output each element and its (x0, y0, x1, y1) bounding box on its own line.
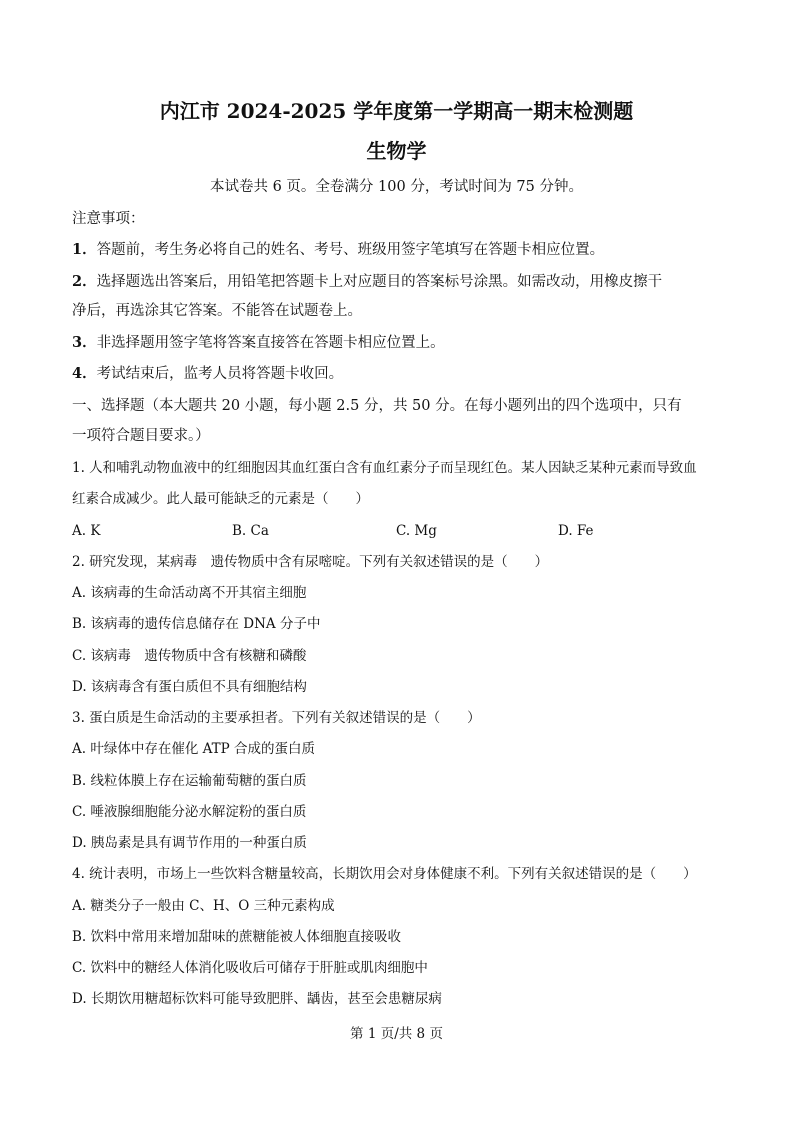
note-text: 考试结束后，监考人员将答题卡收回。 (96, 366, 344, 382)
question-4-option-c: C. 饮料中的糖经人体消化吸收后可储存于肝脏或肌肉细胞中 (72, 960, 428, 976)
question-2-option-d: D. 该病毒含有蛋白质但不具有细胞结构 (72, 679, 307, 695)
question-1-stem-continued: 红素合成减少。此人最可能缺乏的元素是（ ） (72, 491, 369, 507)
note-text: 选择题选出答案后，用铅笔把答题卡上对应题目的答案标号涂黑。如需改动，用橡皮擦干 (96, 274, 663, 290)
note-item-4 (72, 364, 722, 384)
note-item-3 (72, 333, 722, 353)
subject-title: 生物学 (366, 139, 427, 163)
option-b: B. Ca (232, 523, 269, 539)
exam-info: 本试卷共 6 页。全卷满分 100 分，考试时间为 75 分钟。 (209, 179, 583, 195)
question-3-option-c: C. 唾液腺细胞能分泌水解淀粉的蛋白质 (72, 804, 307, 820)
section-heading-continued: 一项符合题目要求。） (72, 428, 210, 444)
question-3-stem: 3. 蛋白质是生命活动的主要承担者。下列有关叙述错误的是（ ） (72, 710, 481, 726)
note-item-1 (72, 240, 722, 260)
question-4-stem: 4. 统计表明，市场上一些饮料含糖量较高，长期饮用会对身体健康不利。下列有关叙述错误的是（ ） (72, 866, 697, 882)
question-4-option-b: B. 饮料中常用来增加甜味的蔗糖能被人体细胞直接吸收 (72, 929, 402, 945)
question-2-option-b: B. 该病毒的遗传信息储存在 DNA 分子中 (72, 616, 321, 632)
option-d: D. Fe (558, 523, 594, 539)
option-a: A. K (72, 523, 101, 539)
question-3-option-d: D. 胰岛素是具有调节作用的一种蛋白质 (72, 835, 307, 851)
notes-heading: 注意事项： (72, 211, 145, 227)
question-2-option-a: A. 该病毒的生命活动离不开其宿主细胞 (72, 585, 307, 601)
page-footer: 第 1 页/共 8 页 (350, 1026, 443, 1042)
section-heading: 一、选择题（本大题共 20 小题，每小题 2.5 分，共 50 分。在每小题列出的四个选项中，只有 (72, 398, 682, 414)
note-text: 答题前，考生务必将自己的姓名、考号、班级用签字笔填写在答题卡相应位置。 (96, 242, 605, 258)
note-number: 4． (72, 365, 97, 382)
note-item-2 (72, 272, 722, 292)
question-2-option-c: C. 该病毒 遗传物质中含有核糖和磷酸 (72, 648, 307, 664)
note-number: 3． (72, 334, 97, 351)
question-3-option-a: A. 叶绿体中存在催化 ATP 合成的蛋白质 (72, 741, 316, 757)
question-2-stem: 2. 研究发现，某病毒 遗传物质中含有尿嘧啶。下列有关叙述错误的是（ ） (72, 554, 549, 570)
note-item-2-continued: 净后，再选涂其它答案。不能答在试题卷上。 (72, 303, 362, 319)
question-1-stem: 1. 人和哺乳动物血液中的红细胞因其血红蛋白含有血红素分子而呈现红色。某人因缺乏某种元素而导致血 (72, 460, 697, 476)
question-4-option-a: A. 糖类分子一般由 C、H、O 三种元素构成 (72, 898, 335, 914)
exam-title: 内江市 2024-2025 学年度第一学期高一期末检测题 (159, 99, 634, 123)
option-c: C. Mg (396, 523, 437, 539)
question-4-option-d: D. 长期饮用糖超标饮料可能导致肥胖、龋齿，甚至会患糖尿病 (72, 991, 442, 1007)
note-number: 2． (72, 273, 97, 290)
question-1-options (72, 521, 722, 541)
note-number: 1． (72, 241, 97, 258)
question-3-option-b: B. 线粒体膜上存在运输葡萄糖的蛋白质 (72, 773, 307, 789)
note-text: 非选择题用签字笔将答案直接答在答题卡相应位置上。 (96, 335, 445, 351)
